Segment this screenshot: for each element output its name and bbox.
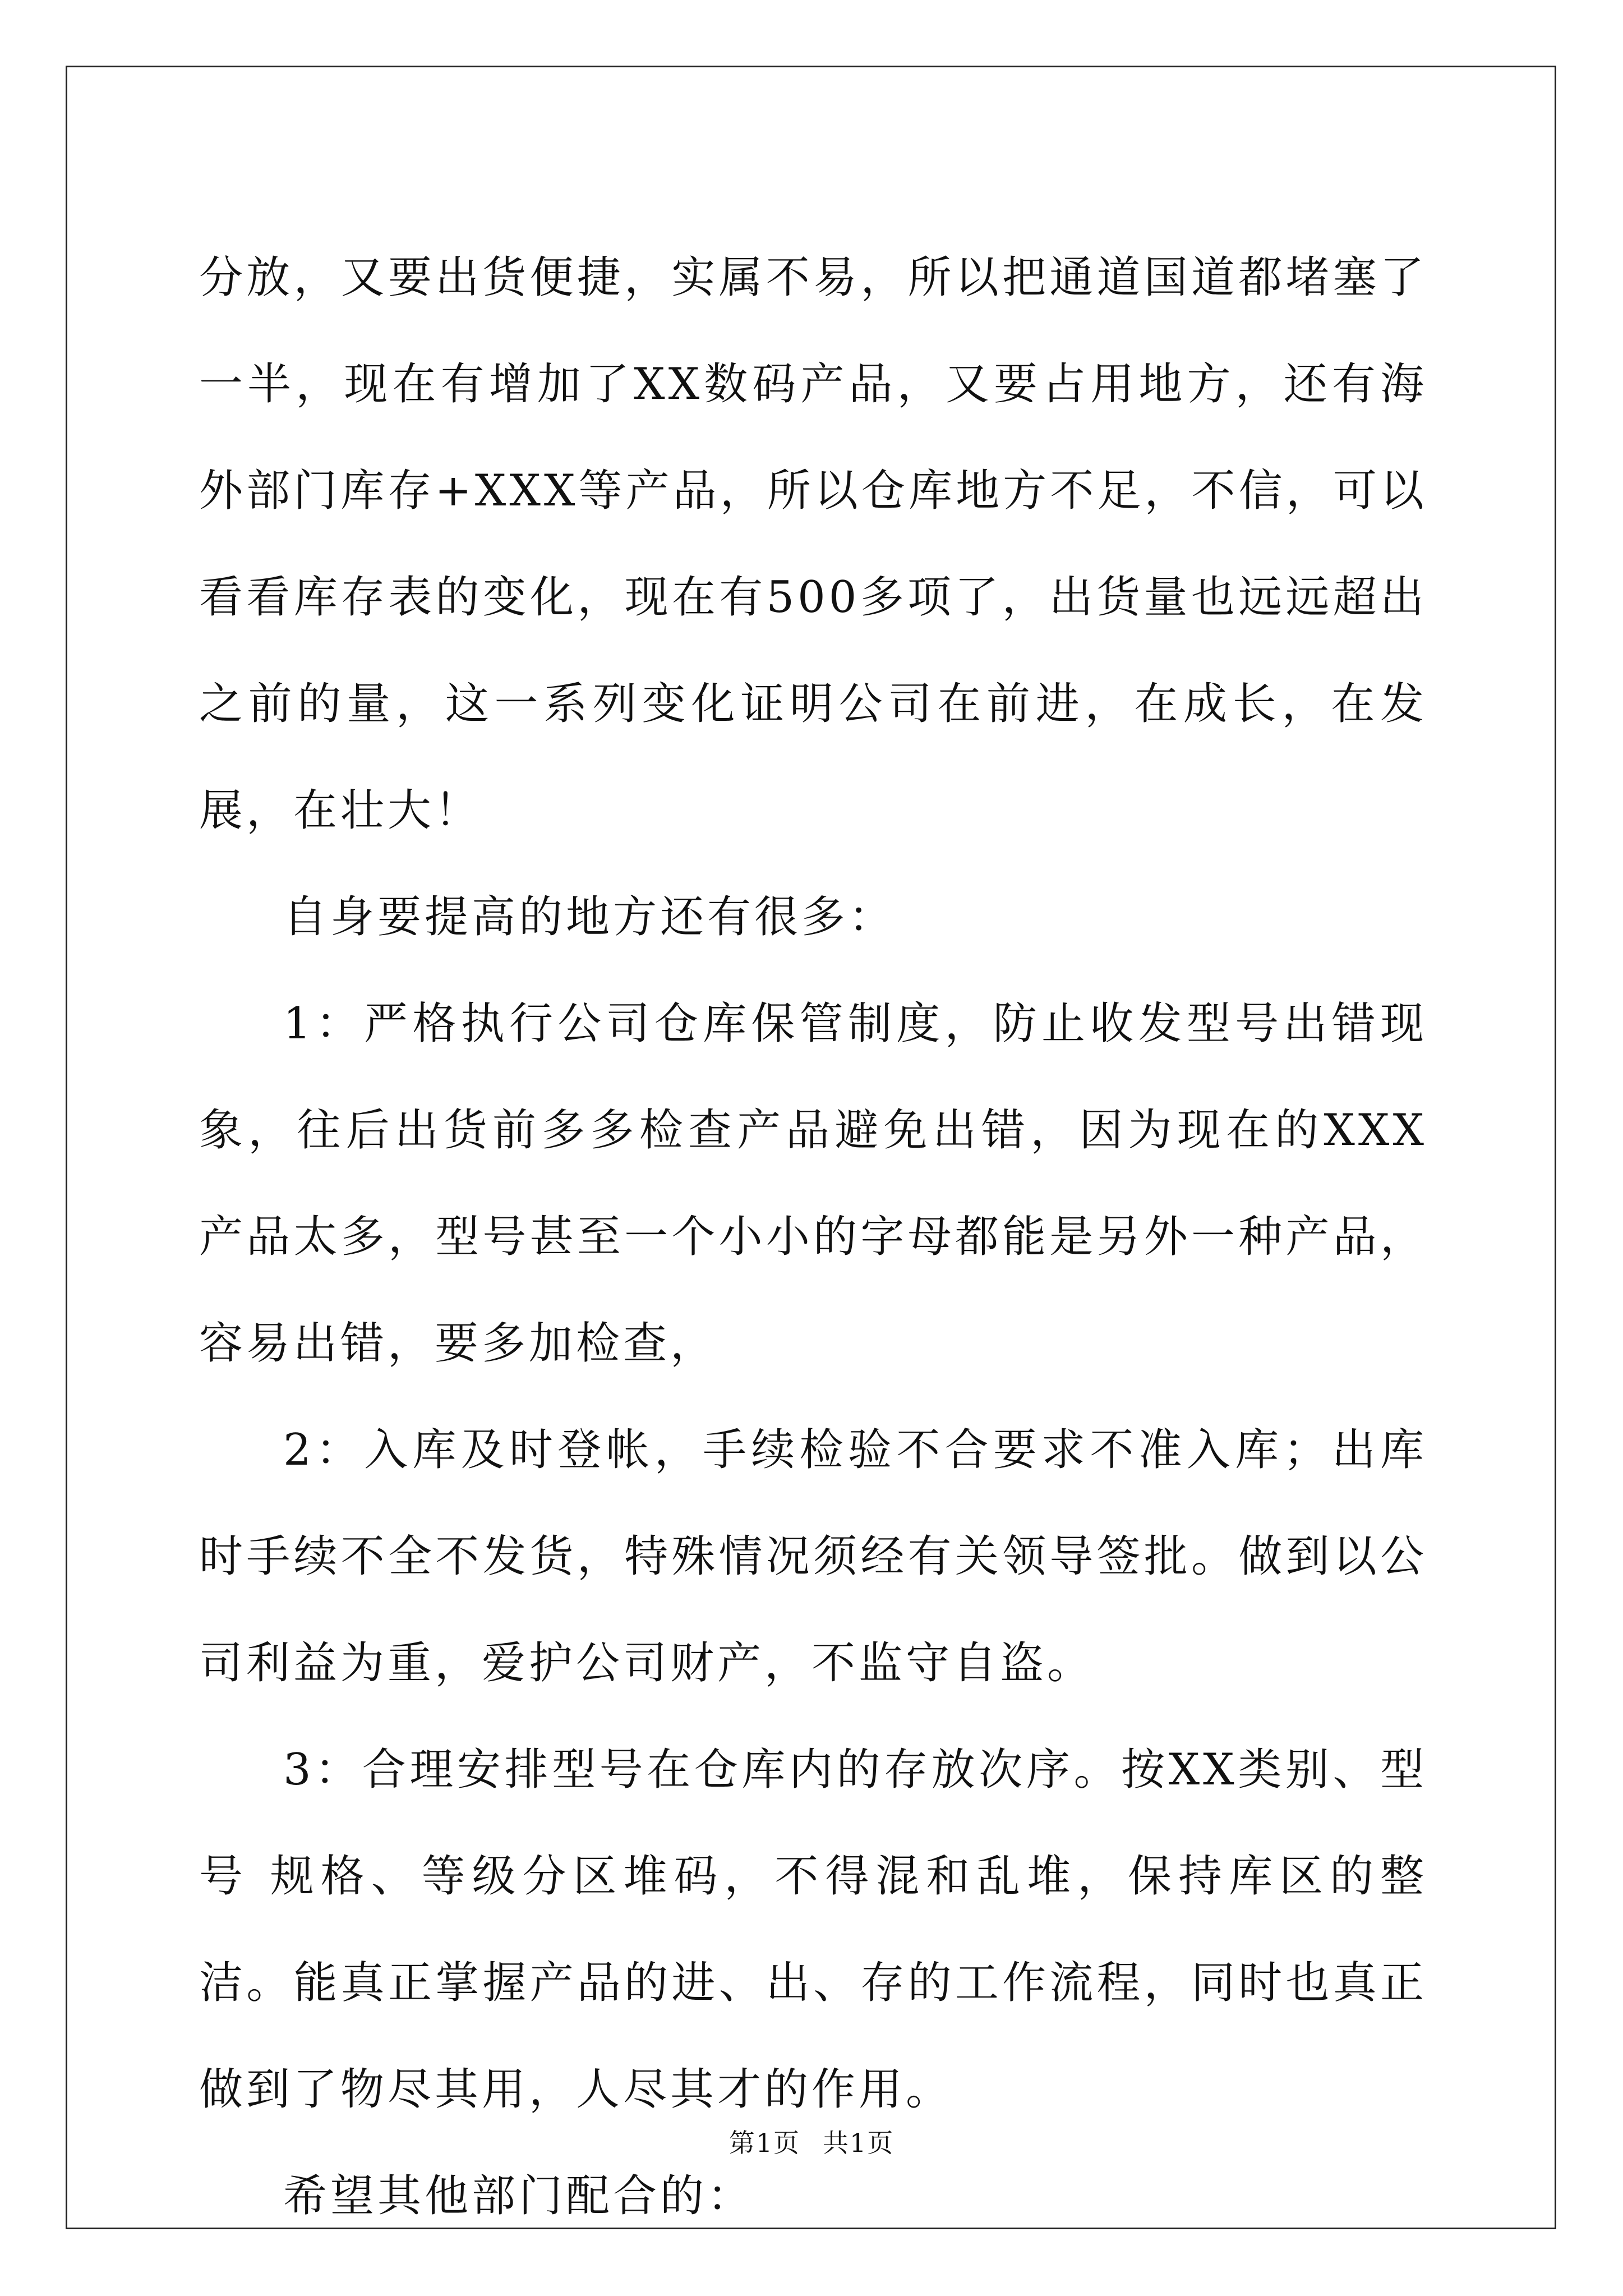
paragraph: 希望其他部门配合的：: [283, 2171, 755, 2221]
paragraph: 自身要提高的地方还有很多：: [283, 892, 896, 942]
page-number: 第1页: [728, 2128, 800, 2158]
paragraph: 3：合理安排型号在仓库内的存放次序。按XX类别、型号 规格、等级分区堆码，不得混和乱堆，保持库区的整洁。能真正掌握产品的进、出、存的工作流程，同时也真正做到了物尽其用，人尽其才的作用。: [199, 1745, 1427, 2115]
paragraph: 2：入库及时登帐，手续检验不合要求不准入库；出库时手续不全不发货，特殊情况须经有关领导签批。做到以公司利益为重，爱护公司财产，不监守自盗。: [199, 1425, 1427, 1688]
page-footer: [0, 2126, 1623, 2160]
paragraph: 1：严格执行公司仓库保管制度，防止收发型号出错现象，往后出货前多多检查产品避免出错，因为现在的XXX产品太多，型号甚至一个小小的字母都能是另外一种产品，容易出错，要多加检查，: [199, 999, 1427, 1369]
document-body: [199, 224, 1427, 2249]
page-total: 共1页: [823, 2128, 895, 2158]
paragraph: 分放，又要出货便捷，实属不易，所以把通道国道都堵塞了一半，现在有增加了XX数码产品，又要占用地方，还有海外部门库存+XXX等产品，所以仓库地方不足，不信，可以看看库存表的变化，现在有500多项了，出货量也远远超出之前的量，这一系列变化证明公司在前进，在成长，在发展，在壮大！: [199, 252, 1427, 836]
